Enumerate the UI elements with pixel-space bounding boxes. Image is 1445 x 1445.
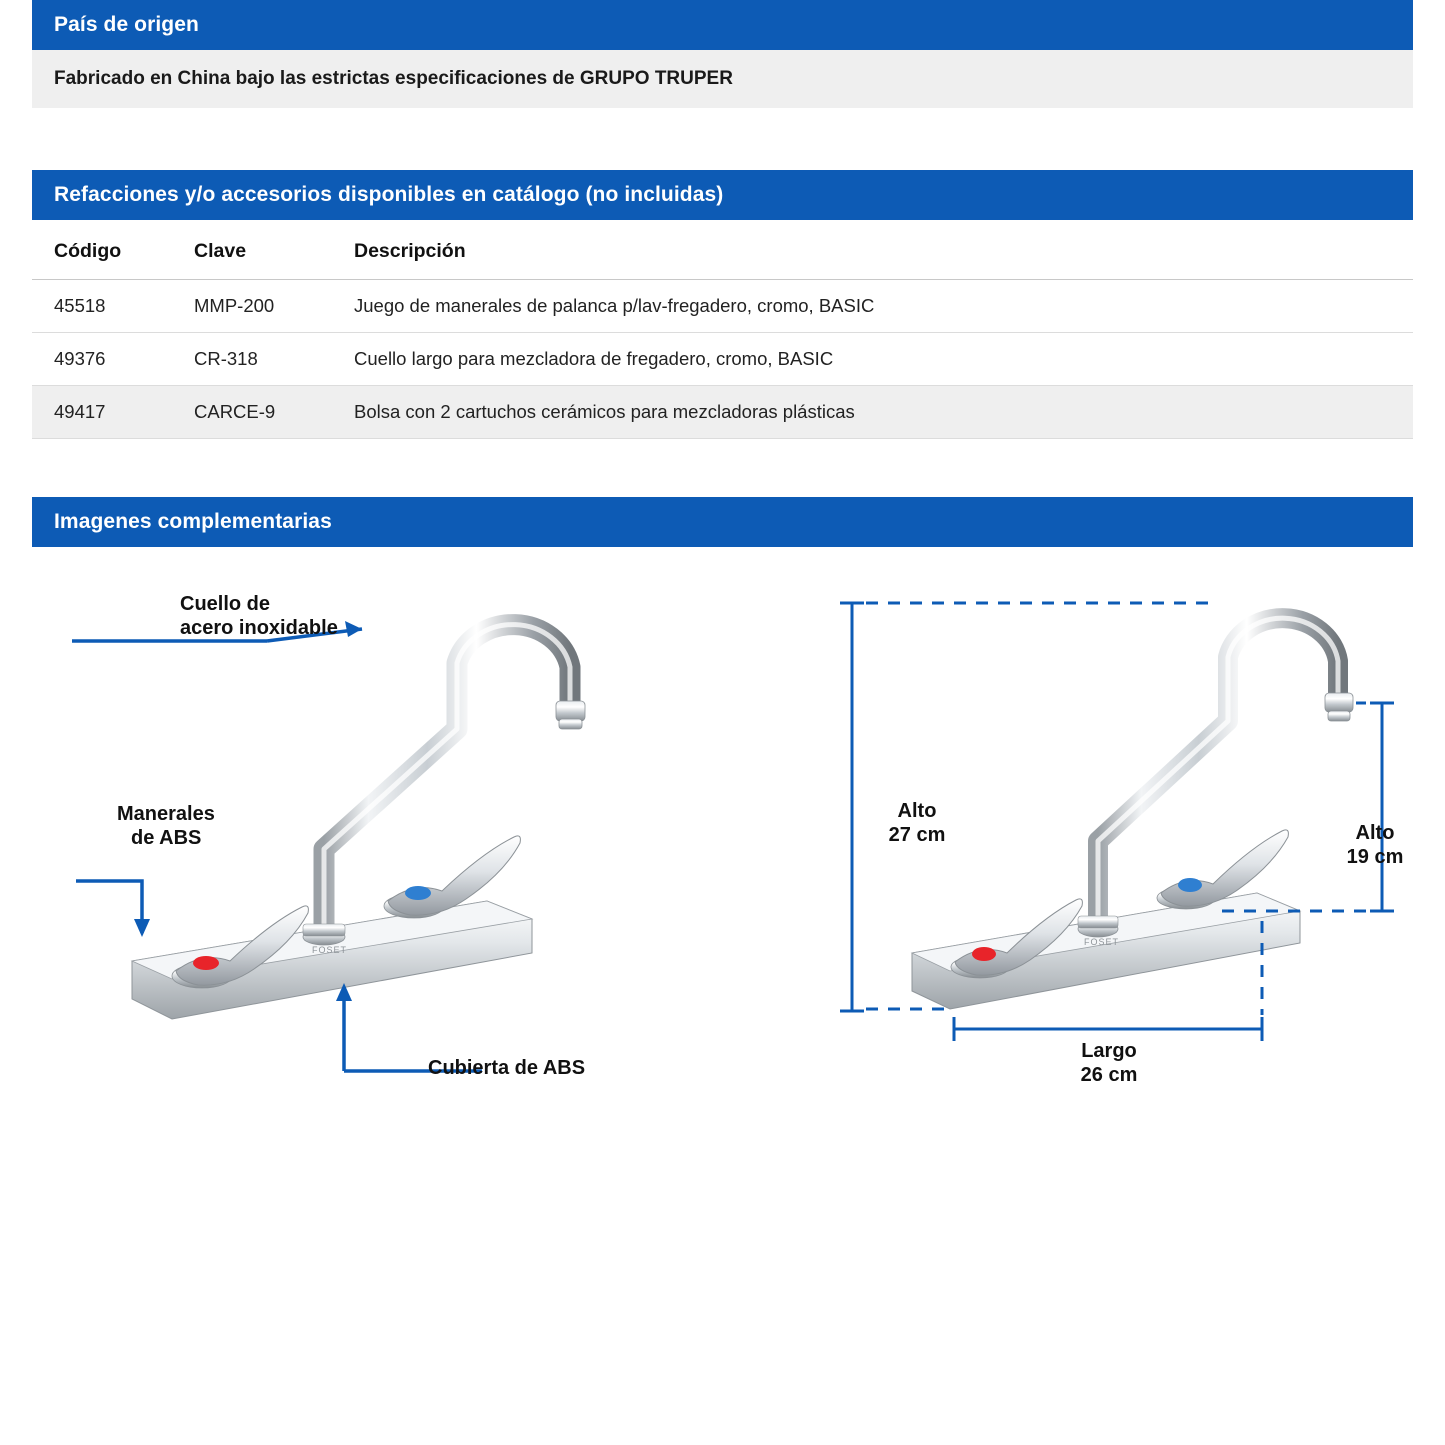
- callout-neck-line2: acero inoxidable: [180, 616, 338, 639]
- cell-codigo: 49376: [32, 333, 172, 386]
- callout-handles-line1: Manerales: [117, 803, 215, 825]
- table-row: [32, 280, 1413, 333]
- cell-descripcion: Juego de manerales de palanca p/lav-fregadero, cromo, BASIC: [332, 280, 1413, 333]
- dimension-length-label: Largo: [1081, 1040, 1137, 1062]
- cell-descripcion: Bolsa con 2 cartuchos cerámicos para mezcladoras plásticas: [332, 386, 1413, 439]
- dimension-length-value: 26 cm: [1080, 1064, 1138, 1086]
- hot-indicator: [972, 947, 996, 961]
- column-header-codigo: Código: [32, 220, 172, 280]
- hot-indicator: [193, 956, 219, 970]
- cell-clave: MMP-200: [172, 280, 332, 333]
- cold-indicator: [405, 886, 431, 900]
- brand-label-right: FOSET: [1084, 937, 1120, 947]
- dimension-height-spout-value: 19 cm: [1346, 846, 1404, 868]
- brand-label-left: FOSET: [312, 945, 348, 955]
- parts-table: [32, 220, 1413, 439]
- figure-dimensioned-faucet: [822, 581, 1442, 1181]
- faucet-handle-cold: [1157, 830, 1288, 909]
- section-header-origin: País de origen: [32, 0, 1413, 50]
- spacer: [32, 439, 1413, 497]
- cell-descripcion: Cuello largo para mezcladora de fregadero, cromo, BASIC: [332, 333, 1413, 386]
- cell-codigo: 45518: [32, 280, 172, 333]
- cell-clave: CARCE-9: [172, 386, 332, 439]
- column-header-clave: Clave: [172, 220, 332, 280]
- section-header-parts: Refacciones y/o accesorios disponibles en catálogo (no incluidas): [32, 170, 1413, 220]
- table-header-row: [32, 220, 1413, 280]
- callout-neck: [180, 593, 338, 640]
- dimension-height-spout-label: Alto: [1355, 822, 1395, 844]
- complementary-images: [32, 581, 1413, 1201]
- dimension-height-total-value: 27 cm: [888, 824, 946, 846]
- cell-codigo: 49417: [32, 386, 172, 439]
- callout-leader-handles: [76, 881, 150, 937]
- figure-annotated-faucet: [62, 581, 722, 1181]
- table-row: [32, 386, 1413, 439]
- callout-handles-line2: de ABS: [131, 826, 202, 849]
- faucet-diagram-dimensions: [822, 581, 1442, 1181]
- column-header-descripcion: Descripción: [332, 220, 1413, 280]
- callout-cover: Cubierta de ABS: [428, 1057, 586, 1079]
- table-row: [32, 333, 1413, 386]
- callout-neck-line1: Cuello de: [180, 593, 271, 615]
- dimension-label-length: [1044, 1039, 1174, 1087]
- section-header-images: Imagenes complementarias: [32, 497, 1413, 547]
- faucet-diagram-annotated: [62, 581, 722, 1181]
- dimension-label-height-total: [852, 799, 982, 847]
- dimension-height-total-label: Alto: [897, 800, 937, 822]
- spacer: [32, 108, 1413, 170]
- dimension-label-height-spout: [1310, 821, 1440, 869]
- cold-indicator: [1178, 878, 1202, 892]
- cell-clave: CR-318: [172, 333, 332, 386]
- origin-text: Fabricado en China bajo las estrictas especificaciones de GRUPO TRUPER: [32, 50, 1413, 108]
- callout-handles: [117, 803, 215, 850]
